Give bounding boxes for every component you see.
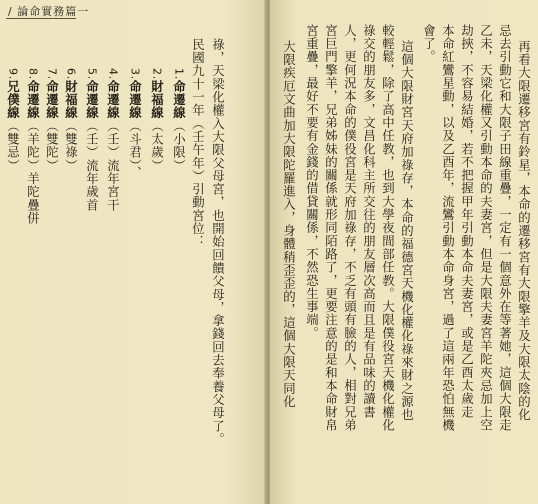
right-column-11: 宮巨門擎羊，兄弟姊妹的關係就形同陌路了，更要注意的是和本命財帛 — [323, 24, 339, 432]
right-column-6: 會了。 — [421, 24, 437, 64]
item-label: 命遷線 — [171, 80, 187, 120]
item-label: 命遷線 — [105, 80, 121, 120]
right-column-7: 這個大限財宮天府加祿存，本命的福德宮天機化權化祿來財之源也 — [399, 40, 415, 422]
list-item — [127, 68, 143, 180]
right-column-5: 本命紅鸞星動，以及乙酉年，流鸞引動本命身宮，過了這兩年恐怕無機 — [440, 24, 456, 432]
running-head: / 論命實務篇一 — [8, 5, 90, 18]
list-item — [105, 68, 121, 212]
list-item — [5, 68, 21, 173]
item-number: 5. — [85, 68, 99, 80]
right-column-2: 忌去引動它和大限子田線重疊，一定有一個意外在等著她，這個大限走 — [497, 24, 513, 432]
list-item — [25, 68, 41, 225]
left-intro-column-2: 民國九十一年（壬午年）引動宮位： — [190, 38, 206, 249]
item-note: （壬）流年宮干 — [105, 119, 121, 212]
item-note: （雙祿） — [63, 119, 79, 173]
list-item — [63, 68, 79, 173]
running-head-rule — [6, 18, 76, 19]
right-column-10: 人，更何況本命的僕役宮是天府加祿存，不乏有頭有臉的人，相對兄弟 — [342, 24, 358, 432]
item-label: 財福線 — [63, 80, 79, 120]
right-page — [270, 0, 538, 504]
right-column-9: 祿交的朋友多，文昌化科主所交往的朋友層次高而且是有品味的讀書 — [361, 24, 377, 419]
item-label: 財福線 — [149, 80, 165, 120]
list-item — [171, 68, 187, 173]
right-column-8: 較輕鬆，除了高中任教，也到大學夜間部任教。大限僕役宮天機化權化 — [380, 24, 396, 432]
item-label: 命遷線 — [44, 80, 60, 120]
list-item — [149, 68, 165, 173]
item-number: 3. — [128, 68, 142, 80]
item-note: （雙忌） — [5, 119, 21, 173]
item-number: 7. — [45, 68, 59, 80]
item-note: （小限） — [171, 119, 187, 173]
item-number: 6. — [64, 68, 78, 80]
item-number: 9. — [6, 68, 20, 80]
item-number: 8. — [26, 68, 40, 80]
item-label: 命遷線 — [84, 80, 100, 120]
item-note: （太歲） — [149, 119, 165, 173]
item-number: 2. — [150, 68, 164, 80]
item-note: （羊陀）羊陀疊併 — [25, 119, 41, 225]
item-note: （壬）流年歲首 — [84, 119, 100, 212]
item-label: 命遷線 — [25, 80, 41, 120]
list-item — [84, 68, 100, 212]
item-label: 命遷線 — [127, 80, 143, 120]
item-number: 1. — [172, 68, 186, 80]
right-column-1: 再看大限遷移宮有鈴星，本命的遷移宮有大限擎羊及大限太陰的化 — [516, 40, 532, 422]
list-item — [44, 68, 60, 173]
left-intro-column-1: 祿，天梁化權入大限父母宮，也開始回饋父母，拿錢回去奉養父母了。 — [210, 38, 226, 446]
right-column-13: 大限疾厄文曲加大限陀羅進入，身體稍歪歪的，這個大限天同化 — [281, 40, 297, 409]
right-column-3: 乙未，天梁化權又引動本命的夫妻宮，但是大限夫妻宮羊陀夾忌加上空 — [478, 24, 494, 432]
item-note: （斗君）、 — [127, 119, 143, 180]
item-note: （雙陀） — [44, 119, 60, 173]
item-label: 兄僕線 — [5, 80, 21, 120]
left-page — [0, 0, 266, 504]
item-number: 4. — [106, 68, 120, 80]
right-column-12: 宮重疊，最好不要有金錢的借貸關係，不然恐生事端。 — [304, 24, 320, 340]
right-column-4: 劫挾，不容易結婚，若不把握甲年引動本命夫妻宮，或是乙酉太歲走 — [459, 24, 475, 419]
